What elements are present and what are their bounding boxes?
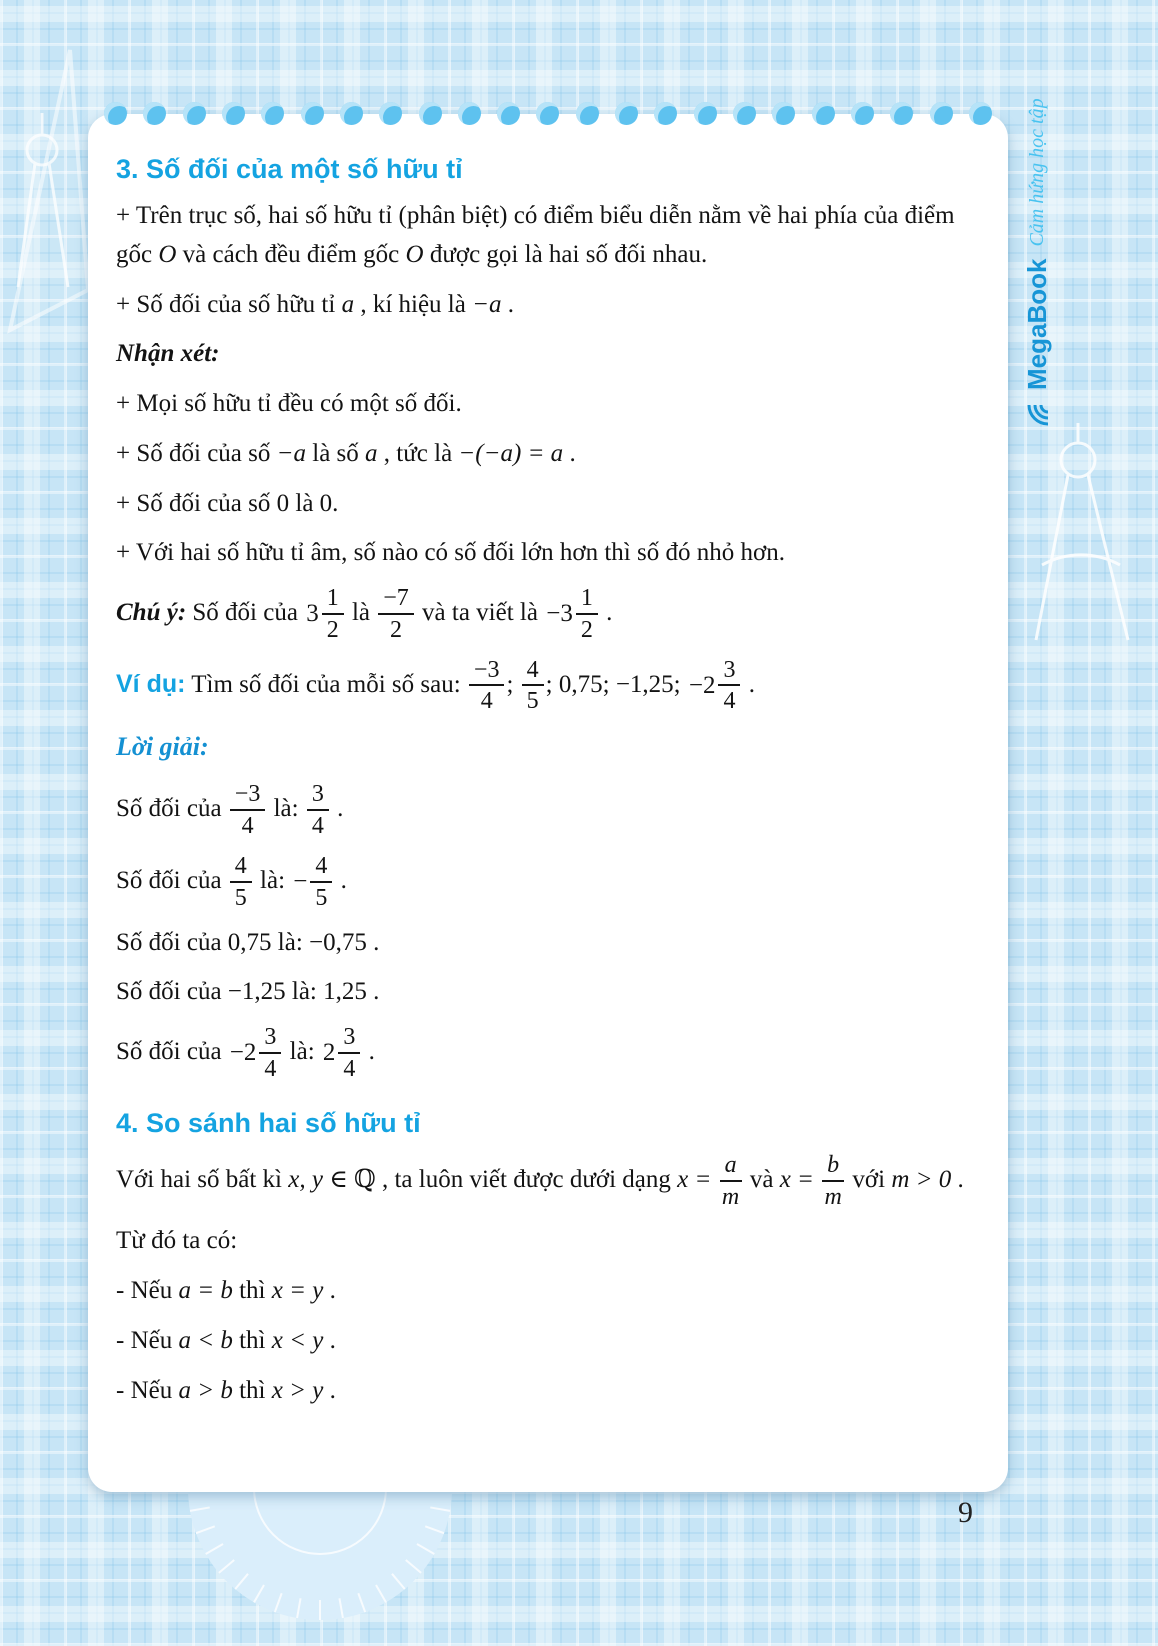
section-3-heading: 3. Số đối của một số hữu tỉ bbox=[116, 154, 463, 184]
solution-line: Số đối của $\frac{4}{5}$ là: − $\frac{4}{5}$ . bbox=[116, 853, 347, 911]
solution-line: Số đối của $\frac{-3}{4}$ là: $\frac{3}{4}$ . bbox=[116, 781, 344, 840]
solution-line: Số đối của −2 $\frac{3}{4}$ là: 2 $\frac{3}{4}$ . bbox=[116, 1024, 375, 1082]
page-number: 9 bbox=[958, 1496, 973, 1529]
para-vi-du bbox=[116, 656, 974, 717]
binding-hole bbox=[497, 102, 520, 125]
compass-decoration-right bbox=[1012, 415, 1152, 665]
brand-name: MegaBook bbox=[1022, 258, 1052, 390]
rule-line: - Nếu a = b thì x = y . bbox=[116, 1277, 336, 1305]
rule-line: - Nếu a > b thì x > y . bbox=[116, 1376, 336, 1404]
binding-hole bbox=[576, 102, 599, 125]
brand-tagline: Cảm hứng học tập bbox=[1026, 98, 1048, 247]
vi-du-text: Tìm số đối của mỗi số sau: $\frac{-3}{4}$ ; $\frac{4}{5}$ ; 0,75; −1,25; −2 $\frac{3}{4}$ . bbox=[185, 656, 755, 715]
binding-holes bbox=[104, 102, 992, 125]
para-number-line: + Trên trục số, hai số hữu tỉ (phân biệt) có điểm biểu diễn nằm về hai phía của điểm gốc O và cách đều điểm gốc O được gọi là hai số đối nhau. bbox=[116, 202, 955, 268]
binding-hole bbox=[812, 102, 835, 125]
binding-hole bbox=[733, 102, 756, 125]
para-comparison-setup: Với hai số bất kì x, y ∈ ℚ , ta luôn viết được dưới dạng x = $\frac{a}{m}$ và x = $\frac{b}{m}$ với m > 0 . bbox=[116, 1151, 964, 1210]
binding-hole bbox=[419, 102, 442, 125]
binding-hole bbox=[654, 102, 677, 125]
para-negative-compare: + Với hai số hữu tỉ âm, số nào có số đối lớn hơn thì số đó nhỏ hơn. bbox=[116, 539, 785, 567]
binding-hole bbox=[340, 102, 363, 125]
binding-hole bbox=[930, 102, 953, 125]
chu-y-label: Chú ý: bbox=[116, 599, 187, 627]
para-opposite-notation: + Số đối của số hữu tỉ a , kí hiệu là −a . bbox=[116, 290, 514, 318]
solution-line: Số đối của −1,25 là: 1,25 . bbox=[116, 978, 380, 1006]
nhan-xet-label: Nhận xét: bbox=[116, 340, 220, 368]
protractor-decoration bbox=[170, 1476, 490, 1636]
para-double-negative: + Số đối của số −a là số a , tức là −(−a) = a . bbox=[116, 439, 576, 467]
binding-hole bbox=[183, 102, 206, 125]
para-tu-do: Từ đó ta có: bbox=[116, 1227, 238, 1255]
rule-line: - Nếu a < b thì x < y . bbox=[116, 1326, 336, 1354]
brand-vertical bbox=[1022, 98, 1053, 428]
notebook-page bbox=[88, 114, 1008, 1492]
vi-du-label: Ví dụ: bbox=[116, 669, 186, 698]
binding-hole bbox=[851, 102, 874, 125]
binding-hole bbox=[890, 102, 913, 125]
para-every-rational: + Mọi số hữu tỉ đều có một số đối. bbox=[116, 390, 462, 417]
para-zero: + Số đối của số 0 là 0. bbox=[116, 489, 339, 517]
binding-hole bbox=[301, 102, 324, 125]
binding-hole bbox=[261, 102, 284, 125]
binding-hole bbox=[615, 102, 638, 125]
binding-hole bbox=[969, 102, 992, 125]
binding-hole bbox=[772, 102, 795, 125]
page-content bbox=[88, 114, 1008, 1410]
loi-giai-label: Lời giải: bbox=[116, 732, 209, 762]
section-4-heading: 4. So sánh hai số hữu tỉ bbox=[116, 1107, 421, 1138]
binding-hole bbox=[222, 102, 245, 125]
megabook-logo-icon bbox=[1025, 402, 1051, 428]
chu-y-text: Số đối của 3 $\frac{1}{2}$ là $\frac{-7}{2}$ và ta viết là −3 $\frac{1}{2}$ . bbox=[186, 585, 613, 643]
solution-line: Số đối của 0,75 là: −0,75 . bbox=[116, 928, 380, 956]
binding-hole bbox=[458, 102, 481, 125]
binding-hole bbox=[104, 102, 127, 125]
binding-hole bbox=[694, 102, 717, 125]
para-chu-y bbox=[116, 584, 974, 645]
binding-hole bbox=[536, 102, 559, 125]
remark-label-line bbox=[116, 335, 974, 374]
binding-hole bbox=[379, 102, 402, 125]
binding-hole bbox=[143, 102, 166, 125]
